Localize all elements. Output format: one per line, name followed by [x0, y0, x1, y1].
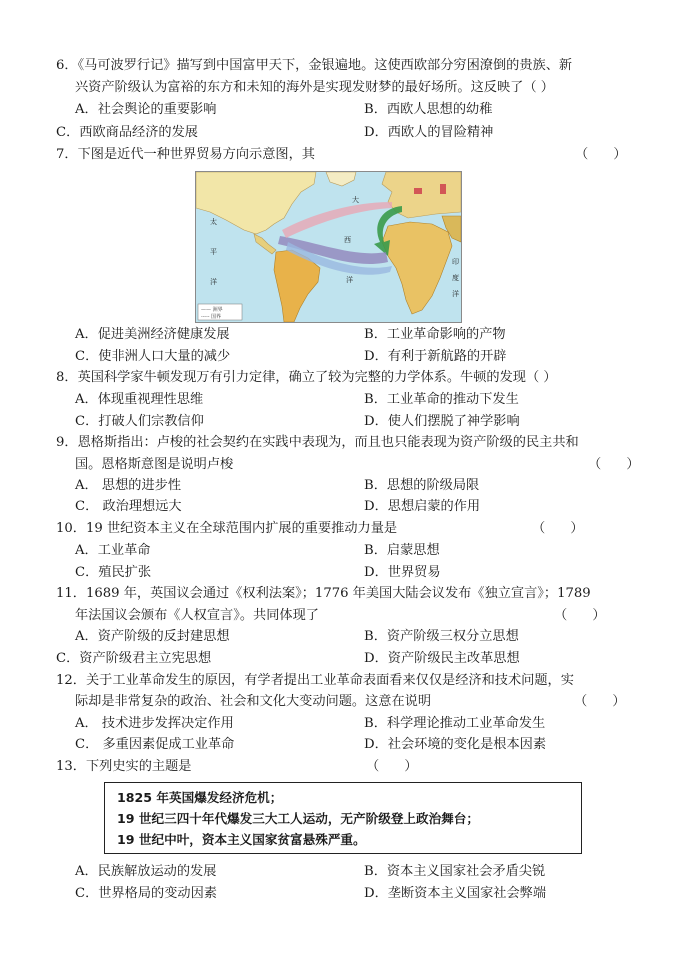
q10-answer-paren[interactable]: （ ） [532, 521, 584, 536]
q8-option-d[interactable]: D．使人们摆脱了神学影响 [364, 414, 520, 429]
q7-option-d[interactable]: D．有利于新航路的开辟 [364, 349, 507, 364]
q7-option-a[interactable]: A．促进美洲经济健康发展 [75, 327, 230, 342]
q10-option-d[interactable]: D．世界贸易 [364, 565, 441, 580]
q9-answer-paren[interactable]: （ ） [588, 457, 640, 472]
legend-country-boundary: ----- 国界 [201, 314, 222, 320]
q6-option-c[interactable]: C．西欧商品经济的发展 [56, 125, 198, 140]
q10-option-c[interactable]: C．殖民扩张 [75, 565, 152, 580]
q13-option-d[interactable]: D．垄断资本主义国家社会弊端 [364, 886, 547, 901]
q13-material-box [104, 782, 582, 854]
label-yang-3: 洋 [452, 290, 459, 298]
q7-option-c[interactable]: C．使非洲人口大量的减少 [75, 349, 231, 364]
q13-option-b[interactable]: B．资本主义国家社会矛盾尖锐 [364, 864, 546, 879]
q12-option-a[interactable]: A． 技术进步发挥决定作用 [75, 716, 234, 731]
q13-material-line2: 19 世纪三四十年代爆发三大工人运动，无产阶级登上政治舞台； [117, 811, 479, 826]
q11-option-b[interactable]: B．资产阶级三权分立思想 [364, 629, 519, 644]
legend-continent-boundary: —— 洲界 [201, 307, 223, 313]
q10-option-b[interactable]: B．启蒙思想 [364, 543, 440, 558]
q8-option-c[interactable]: C．打破人们宗教信仰 [75, 414, 204, 429]
q12-option-b[interactable]: B．科学理论推动工业革命发生 [364, 716, 546, 731]
label-yang-2: 洋 [346, 276, 353, 284]
arrow-americas-europe [282, 202, 392, 238]
q11-option-d[interactable]: D．资产阶级民主改革思想 [364, 651, 520, 666]
q13-option-c[interactable]: C．世界格局的变动因素 [75, 886, 217, 901]
label-da: 大 [352, 196, 359, 204]
q13-stem-line1: 13．下列史实的主题是 [56, 759, 192, 774]
q8-option-a[interactable]: A．体现重视理性思维 [75, 392, 204, 407]
central-america-land [254, 234, 276, 254]
q6-option-d[interactable]: D．西欧人的冒险精神 [364, 125, 494, 140]
label-ping: 平 [210, 248, 217, 256]
q7-stem-line1: 7．下图是近代一种世界贸易方向示意图，其 [56, 147, 315, 162]
q7-answer-paren[interactable]: （ ） [575, 147, 627, 162]
q9-option-c[interactable]: C． 政治理想远大 [75, 499, 182, 514]
q10-option-a[interactable]: A．工业革命 [75, 543, 151, 558]
q11-answer-paren[interactable]: （ ） [554, 608, 606, 623]
q6-option-a[interactable]: A．社会舆论的重要影响 [75, 102, 217, 117]
q9-option-d[interactable]: D．思想启蒙的作用 [364, 499, 481, 514]
africa-land [382, 222, 452, 314]
q6-stem-line1: 6．《马可波罗行记》描写到中国富甲天下，金银遍地。这使西欧部分穷困潦倒的贵族、新 [56, 58, 573, 73]
q6-option-b[interactable]: B．西欧人思想的幼稚 [364, 102, 493, 117]
q11-option-c[interactable]: C．资产阶级君主立宪思想 [56, 651, 212, 666]
q12-stem-line2: 际却是非常复杂的政治、社会和文化大变动问题。这意在说明 [75, 694, 432, 709]
q11-stem-line1: 11．1689 年，英国议会通过《权利法案》；1776 年美国大陆会议发布《独立宣言》；1789 [56, 586, 591, 601]
label-tai: 太 [210, 218, 217, 226]
q6-stem-line2: 兴资产阶级认为富裕的东方和未知的海外是实现发财梦的最好场所。这反映了（ ） [75, 80, 554, 95]
q11-stem-line2: 年法国议会颁布《人权宣言》。共同体现了 [75, 608, 319, 623]
q13-option-a[interactable]: A．民族解放运动的发展 [75, 864, 217, 879]
q9-option-a[interactable]: A． 思想的进步性 [75, 478, 182, 493]
q8-option-b[interactable]: B．工业革命的推动下发生 [364, 392, 519, 407]
q12-option-c[interactable]: C． 多重因素促成工业革命 [75, 737, 235, 752]
greenland-land [326, 172, 356, 186]
label-yang-1: 洋 [210, 278, 217, 286]
q12-stem-line1: 12．关于工业革命发生的原因，有学者提出工业革命表面看来仅仅是经济和技术问题，实 [56, 673, 574, 688]
q9-stem-line2: 国。恩格斯意图是说明卢梭 [75, 457, 234, 472]
q9-option-b[interactable]: B．思想的阶级局限 [364, 478, 480, 493]
q8-stem-line1: 8．英国科学家牛顿发现万有引力定律，确立了较为完整的力学体系。牛顿的发现（ ） [56, 370, 557, 385]
q7-option-b[interactable]: B．工业革命影响的产物 [364, 327, 506, 342]
q13-answer-paren[interactable]: （ ） [366, 759, 418, 774]
q13-material-line1: 1825 年英国爆发经济危机； [117, 790, 283, 805]
label-du: 度 [452, 274, 459, 282]
label-yin: 印 [452, 258, 459, 266]
q13-material-line3: 19 世纪中叶，资本主义国家贫富悬殊严重。 [117, 832, 366, 847]
trade-map-svg [196, 172, 461, 322]
q12-answer-paren[interactable]: （ ） [574, 694, 626, 709]
q11-option-a[interactable]: A．资产阶级的反封建思想 [75, 629, 230, 644]
trade-map-figure [195, 171, 462, 323]
q9-stem-line1: 9．恩格斯指出：卢梭的社会契约在实践中表现为，而且也只能表现为资产阶级的民主共和 [56, 435, 579, 450]
q10-stem-line1: 10．19 世纪资本主义在全球范围内扩展的重要推动力量是 [56, 521, 398, 536]
label-xi: 西 [344, 236, 351, 244]
q12-option-d[interactable]: D．社会环境的变化是根本因素 [364, 737, 547, 752]
